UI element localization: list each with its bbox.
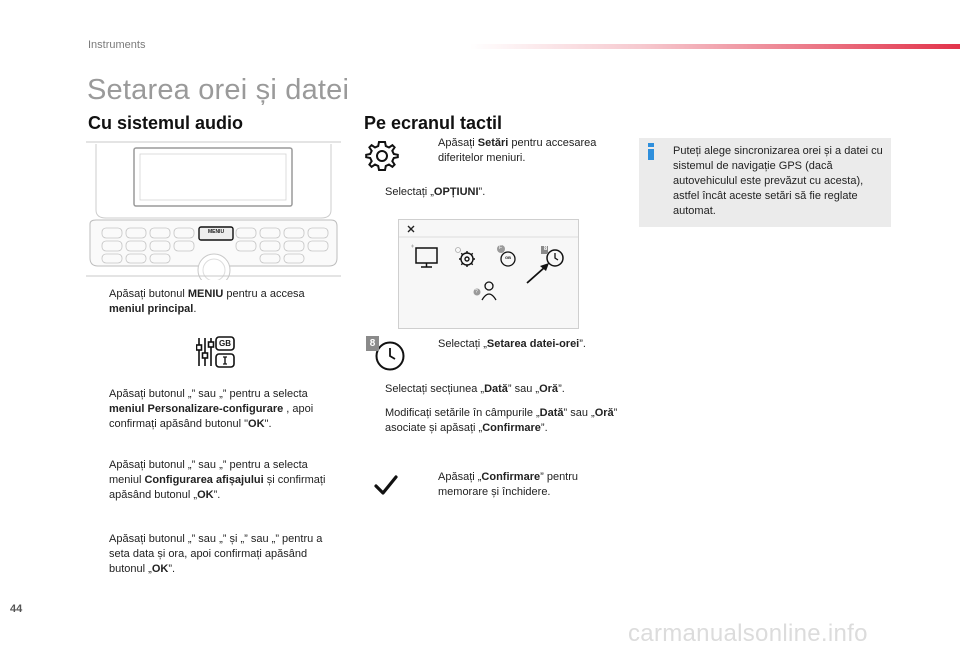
right-step-3: Selectați „Setarea datei-orei”. xyxy=(438,338,586,350)
heading-audio-system: Cu sistemul audio xyxy=(88,113,244,133)
info-text: Puteți alege sincronizarea orei și a datei cu sistemul de navigație GPS (dacă autovehiculul este prevăzut cu acesta), astfel încât aceste setări să fie reglate automat. xyxy=(673,145,883,217)
panel-gb-label: GB xyxy=(505,255,511,260)
panel-badge-question: ? xyxy=(475,289,478,295)
right-step-1: Apăsați Setări pentru accesarea diferitelor meniuri. xyxy=(438,137,597,164)
page-number: 44 xyxy=(10,603,23,615)
gb-badge: GB xyxy=(219,339,231,348)
right-step-4: Selectați secțiunea „Dată” sau „Oră”. xyxy=(385,383,565,395)
audio-unit-illustration xyxy=(86,140,341,280)
panel-badge-f: F xyxy=(499,245,503,251)
section-label: Instruments xyxy=(88,39,146,51)
left-step-4: Apăsați butonul „” sau „” și „” sau „” pentru a seta data și ora, apoi confirmați apăsând butonul „OK”. xyxy=(109,533,323,575)
right-step-5: Modificați setările în câmpurile „Dată” sau „Oră” asociate și apăsați „Confirmare”. xyxy=(385,407,618,434)
system-settings-icon xyxy=(456,248,476,268)
header-rule xyxy=(470,44,960,49)
pointer-arrow-icon xyxy=(527,263,549,283)
panel-badge-8: 8 xyxy=(543,246,548,252)
touchscreen-options-panel xyxy=(398,219,579,329)
close-icon xyxy=(408,226,414,232)
settings-gear-icon xyxy=(365,139,399,173)
badge-8: 8 xyxy=(366,336,379,351)
left-step-2: Apăsați butonul „” sau „” pentru a selecta meniul Personalizare-configurare , apoi confirmați apăsând butonul "OK". xyxy=(109,388,314,430)
heading-touch-screen: Pe ecranul tactil xyxy=(364,113,503,133)
left-step-3: Apăsați butonul „” sau „” pentru a selecta meniul Configurarea afișajului și confirmați apăsând butonul „OK”. xyxy=(109,459,326,501)
display-icon xyxy=(411,245,437,268)
right-step-2: Selectați „OPȚIUNI”. xyxy=(385,186,486,198)
page-title: Setarea orei și datei xyxy=(87,74,350,106)
confirm-checkmark-icon xyxy=(374,474,398,496)
options-panel-icons xyxy=(399,220,578,328)
right-step-6: Apăsați „Confirmare” pentru memorare și închidere. xyxy=(438,471,579,498)
left-step-1: Apăsați butonul MENIU pentru a accesa meniul principal. xyxy=(109,288,305,315)
menu-button-label: MENIU xyxy=(207,229,225,235)
info-icon xyxy=(648,143,654,159)
info-box xyxy=(639,138,891,227)
watermark: carmanualsonline.info xyxy=(628,620,868,647)
